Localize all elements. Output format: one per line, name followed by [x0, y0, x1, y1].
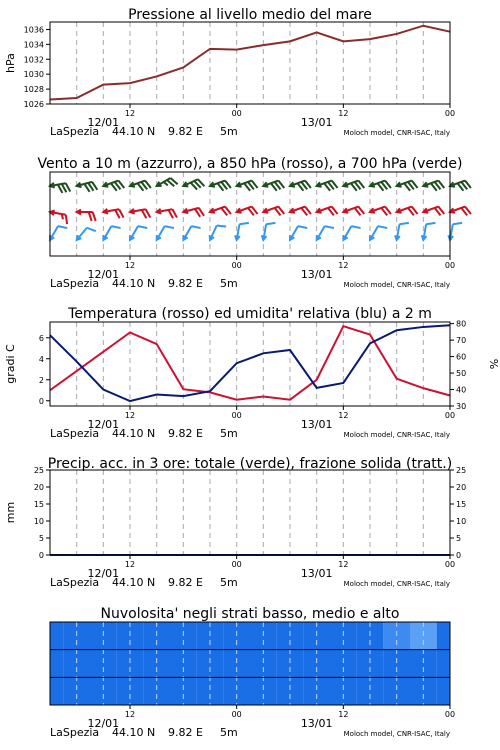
wind-barb [210, 225, 227, 240]
barb-feather [138, 226, 147, 228]
date-label: 13/01 [300, 418, 333, 431]
barb-feather [165, 226, 174, 228]
x-tick-label: 00 [444, 710, 456, 719]
wind-barb [423, 181, 444, 191]
y-tick-label: 30 [456, 402, 467, 411]
barb-feather [115, 210, 120, 218]
wind-barb [262, 223, 276, 240]
cloud-cell [143, 677, 170, 705]
x-tick-label: 12 [338, 261, 349, 270]
wind-panel [50, 172, 471, 290]
x-tick-label: 00 [231, 109, 242, 118]
wind-barb [157, 209, 177, 218]
x-tick-label: 12 [124, 411, 136, 420]
y-tick-label: 10 [456, 517, 467, 526]
y-tick-label: 0 [456, 551, 462, 560]
chart-title: Pressione al livello medio del mare [128, 7, 372, 23]
cloud-cell [303, 677, 330, 705]
model-credit: Moloch model, CNR-ISAC, Italy [343, 281, 450, 289]
y-tick-label: 15 [456, 500, 467, 509]
station-alt: 5m [220, 125, 238, 138]
wind-barb [103, 181, 124, 191]
station-alt: 5m [220, 277, 238, 290]
wind-barb [343, 207, 364, 216]
y-tick-label: 1032 [23, 55, 44, 65]
barb-feather [58, 226, 67, 228]
date-label: 13/01 [300, 567, 333, 580]
cloud-cell [90, 677, 117, 705]
date-label: 13/01 [300, 116, 333, 129]
x-tick-label: 00 [444, 411, 456, 420]
x-tick-label: 12 [338, 411, 349, 420]
cloud-cell [50, 650, 63, 678]
wind-barb [183, 226, 200, 240]
y-tick-label: 80 [456, 319, 467, 329]
y-tick-label: 40 [456, 385, 467, 395]
model-credit: Moloch model, CNR-ISAC, Italy [343, 580, 450, 588]
model-credit: Moloch model, CNR-ISAC, Italy [343, 129, 450, 137]
x-tick-label: 00 [444, 109, 456, 118]
barb-feather [58, 185, 63, 193]
y-axis-label: mm [4, 501, 17, 524]
station-lat: 44.10 N [112, 576, 156, 589]
cloud-cell [330, 677, 357, 705]
y-tick-label: 4 [38, 354, 44, 364]
x-tick-label: 00 [231, 411, 242, 420]
y-tick-label: 20 [33, 483, 44, 492]
station-alt: 5m [220, 576, 238, 589]
barb-feather [89, 212, 92, 221]
date-label: 12/01 [87, 717, 120, 730]
cloud-cell [437, 650, 450, 678]
station-lon: 9.82 E [168, 125, 203, 138]
barb-feather [239, 223, 248, 224]
barb-feather [62, 214, 63, 219]
wind-barb [50, 183, 70, 193]
date-label: 12/01 [87, 116, 120, 129]
y-tick-label: 5 [456, 534, 462, 543]
x-tick-label: 12 [124, 261, 136, 270]
wind-barb [395, 223, 409, 240]
wind-barb [130, 181, 151, 191]
barb-feather [351, 226, 360, 228]
barb-feather [378, 226, 387, 228]
y-tick-label: 1036 [23, 25, 44, 35]
wind-barb [450, 207, 471, 216]
y-tick-label: 60 [456, 352, 467, 362]
wind-barb [77, 182, 98, 192]
wind-barb [397, 181, 418, 191]
x-tick-label: 12 [124, 710, 136, 719]
pressure-line [50, 26, 450, 100]
x-tick-label: 12 [338, 710, 349, 719]
wind-barb [235, 223, 249, 240]
y-tick-label: 1026 [23, 100, 44, 109]
cloud-cell [223, 677, 250, 705]
x-tick-label: 12 [124, 109, 136, 118]
station-lat: 44.10 N [112, 427, 156, 440]
barb-feather [119, 209, 124, 217]
y-tick-label: 25 [33, 466, 44, 475]
wind-barb [290, 226, 307, 240]
station-name: LaSpezia [50, 726, 100, 739]
station-name: LaSpezia [50, 125, 100, 138]
y-tick-label: 5 [38, 534, 44, 543]
wind-barb [237, 181, 258, 191]
wind-barb [263, 207, 284, 216]
date-label: 12/01 [87, 268, 120, 281]
y-axis-label: gradi C [4, 344, 17, 384]
clouds-panel [50, 622, 455, 739]
wind-barb [77, 228, 96, 240]
y-tick-label: 1034 [23, 40, 44, 50]
cloud-cell [117, 677, 144, 705]
station-name: LaSpezia [50, 576, 100, 589]
wind-barb [77, 210, 96, 221]
station-name: LaSpezia [50, 277, 100, 290]
x-tick-label: 12 [338, 109, 349, 118]
wind-barb [50, 210, 67, 224]
cloud-cell [170, 677, 197, 705]
x-tick-label: 00 [231, 261, 242, 270]
chart-title: Temperatura (rosso) ed umidita' relativa (blu) a 2 m [68, 306, 432, 322]
model-credit: Moloch model, CNR-ISAC, Italy [343, 431, 450, 439]
y-tick-label: 50 [456, 369, 467, 379]
y-tick-label: 1030 [23, 70, 44, 80]
y-tick-label: 15 [33, 500, 44, 509]
y-tick-label: 20 [456, 483, 467, 492]
humidity-line [50, 325, 450, 401]
barb-feather [146, 209, 151, 217]
x-tick-label: 00 [444, 261, 456, 270]
date-label: 12/01 [87, 567, 120, 580]
barb-feather [266, 223, 275, 224]
chart-title: Nuvolosita' negli strati basso, medio e alto [100, 606, 400, 622]
date-label: 12/01 [87, 418, 120, 431]
cloud-cell [410, 677, 437, 705]
barb-feather [191, 226, 200, 228]
wind-barb [370, 207, 391, 216]
barb-feather [217, 225, 226, 226]
wind-barb [370, 226, 387, 240]
wind-barb [210, 207, 231, 216]
cloud-cell [250, 677, 277, 705]
barb-staff [77, 228, 87, 240]
cloud-cell [437, 622, 450, 650]
wind-barb [290, 181, 311, 191]
station-lon: 9.82 E [168, 576, 203, 589]
cloud-cell [197, 677, 224, 705]
wind-barb [422, 223, 436, 240]
wind-barb [370, 181, 391, 191]
station-lat: 44.10 N [112, 125, 156, 138]
y-tick-label: 70 [456, 336, 467, 346]
y-axis-label-right: % [487, 358, 500, 370]
wind-barb [343, 181, 364, 191]
wind-barb [263, 181, 284, 191]
barb-feather [164, 182, 168, 185]
y-tick-label: 1028 [23, 85, 44, 95]
wind-barb [397, 207, 418, 216]
model-credit: Moloch model, CNR-ISAC, Italy [343, 730, 450, 738]
barb-feather [172, 209, 177, 217]
barb-feather [66, 183, 71, 191]
x-tick-label: 12 [124, 560, 136, 569]
plot-frame [50, 470, 450, 555]
chart-title: Precip. acc. in 3 ore: totale (verde), frazione solida (tratt.) [47, 456, 453, 472]
wind-barb [343, 226, 360, 240]
pressure-panel [4, 22, 455, 138]
cloud-cell [383, 677, 410, 705]
wind-barb [210, 181, 231, 191]
wind-barb [290, 207, 311, 216]
barb-feather [325, 226, 334, 228]
barb-feather [298, 226, 307, 228]
y-tick-label: 6 [38, 333, 44, 343]
y-tick-label: 0 [38, 396, 44, 406]
station-lon: 9.82 E [168, 277, 203, 290]
wind-barb [157, 226, 174, 240]
barb-feather [62, 184, 67, 192]
wind-barb [317, 226, 334, 240]
x-tick-label: 00 [444, 560, 456, 569]
barb-feather [142, 210, 147, 218]
wind-barb [130, 226, 147, 240]
wind-barb [103, 226, 120, 240]
station-lat: 44.10 N [112, 277, 156, 290]
wind-barb [423, 207, 444, 216]
wind-barb [130, 209, 150, 218]
barb-feather [168, 210, 173, 218]
precip-panel [4, 466, 466, 589]
wind-barb [450, 181, 471, 191]
cloud-cell [50, 622, 63, 650]
cloud-cell [50, 677, 63, 705]
wind-barb [183, 179, 204, 189]
chart-title: Vento a 10 m (azzurro), a 850 hPa (rosso), a 700 hPa (verde) [37, 156, 463, 172]
wind-barb [237, 207, 258, 216]
wind-barb [317, 207, 338, 216]
wind-barb [50, 226, 67, 240]
date-label: 13/01 [300, 717, 333, 730]
station-name: LaSpezia [50, 427, 100, 440]
cloud-cell [277, 677, 304, 705]
wind-barb [157, 178, 178, 186]
wind-barb [183, 208, 204, 217]
date-label: 13/01 [300, 268, 333, 281]
temp-rh-panel [4, 320, 500, 440]
x-tick-label: 00 [231, 710, 242, 719]
barb-feather [453, 223, 462, 224]
barb-feather [111, 226, 120, 228]
cloud-cell [357, 677, 384, 705]
station-alt: 5m [220, 427, 238, 440]
x-tick-label: 00 [231, 560, 242, 569]
y-tick-label: 2 [38, 375, 44, 385]
wind-barb [103, 209, 123, 218]
cloud-cell [437, 677, 450, 705]
cloud-cell [63, 677, 90, 705]
y-tick-label: 25 [456, 466, 467, 475]
y-axis-label: hPa [4, 53, 17, 73]
temperature-line [50, 326, 450, 400]
wind-barb [317, 181, 338, 191]
station-lat: 44.10 N [112, 726, 156, 739]
barb-feather [399, 223, 408, 224]
barb-feather [66, 215, 67, 224]
x-tick-label: 12 [338, 560, 349, 569]
station-alt: 5m [220, 726, 238, 739]
y-tick-label: 0 [38, 551, 44, 560]
barb-feather [87, 228, 96, 231]
barb-feather [93, 212, 96, 221]
station-lon: 9.82 E [168, 726, 203, 739]
barb-feather [426, 223, 435, 224]
y-tick-label: 10 [33, 517, 44, 526]
station-lon: 9.82 E [168, 427, 203, 440]
